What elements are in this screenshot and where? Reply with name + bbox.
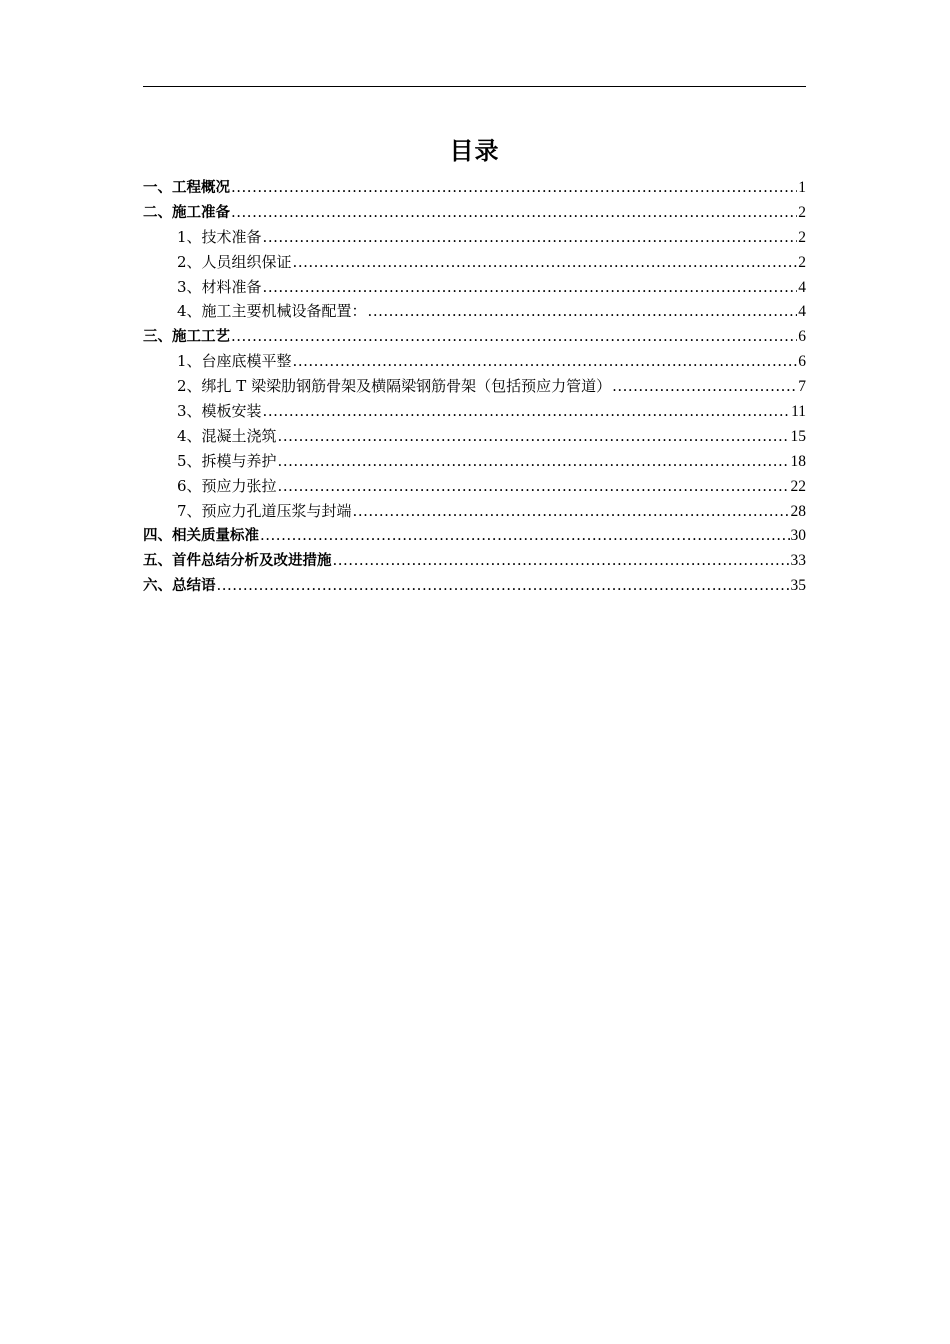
toc-entry-label: 1、技术准备 xyxy=(177,227,262,246)
toc-subsection-entry[interactable] xyxy=(143,399,806,424)
toc-entry-label: 3、模板安装 xyxy=(177,402,262,421)
toc-subsection-entry[interactable] xyxy=(143,449,806,474)
toc-page-number: 18 xyxy=(790,452,806,470)
toc-entry-label: 一、工程概况 xyxy=(143,180,230,196)
page-title: 目录 xyxy=(449,137,500,165)
toc-page-number: 33 xyxy=(790,552,806,570)
toc-dot-leader xyxy=(333,548,790,573)
toc-dot-leader xyxy=(263,399,791,424)
toc-page-number: 6 xyxy=(798,353,806,371)
toc-subsection-entry[interactable] xyxy=(143,424,806,449)
toc-dot-leader xyxy=(231,324,797,349)
toc-dot-leader xyxy=(278,474,790,499)
toc-section-entry[interactable] xyxy=(143,523,806,548)
toc-page-number: 30 xyxy=(790,527,806,545)
toc-dot-leader xyxy=(353,499,790,524)
toc-dot-leader xyxy=(612,374,797,399)
toc-entry-label: 6、预应力张拉 xyxy=(177,476,277,495)
toc-section-entry[interactable] xyxy=(143,324,806,349)
toc-subsection-entry[interactable] xyxy=(143,499,806,524)
toc-entry-label: 四、相关质量标准 xyxy=(143,528,259,545)
toc-page-number: 15 xyxy=(790,427,806,445)
toc-page-number: 2 xyxy=(798,253,806,271)
toc-entry-label: 2、绑扎 T 梁梁肋钢筋骨架及横隔梁钢筋骨架（包括预应力管道） xyxy=(177,377,612,396)
toc-entry-label: 4、混凝土浇筑 xyxy=(177,426,277,445)
toc-entry-label: 三、施工工艺 xyxy=(143,329,230,346)
toc-entry-label: 5、拆模与养护 xyxy=(177,451,277,470)
toc-section-entry[interactable] xyxy=(143,200,806,225)
toc-dot-leader xyxy=(217,573,790,598)
toc-entry-label: 二、施工准备 xyxy=(143,204,230,221)
toc-subsection-entry[interactable] xyxy=(143,250,806,275)
toc-page-number: 28 xyxy=(790,502,806,520)
toc-dot-leader xyxy=(231,200,797,225)
toc-page-number: 2 xyxy=(798,203,806,221)
toc-dot-leader xyxy=(278,424,790,449)
toc-dot-leader xyxy=(260,523,790,548)
toc-subsection-entry[interactable] xyxy=(143,474,806,499)
toc-entry-label: 2、人员组织保证 xyxy=(177,252,292,271)
toc-entry-label: 六、总结语 xyxy=(143,578,216,595)
toc-page-number: 4 xyxy=(798,278,806,296)
toc-subsection-entry[interactable] xyxy=(143,225,806,250)
toc-page-number: 2 xyxy=(798,228,806,246)
toc-subsection-entry[interactable] xyxy=(143,275,806,300)
toc-dot-leader xyxy=(231,175,797,200)
toc-page-number: 35 xyxy=(790,577,806,595)
toc-subsection-entry[interactable] xyxy=(143,374,806,399)
toc-subsection-entry[interactable] xyxy=(143,299,806,324)
toc-entry-label: 4、施工主要机械设备配置： xyxy=(177,302,367,321)
toc-subsection-entry[interactable] xyxy=(143,349,806,374)
toc-section-entry[interactable] xyxy=(143,548,806,573)
toc-dot-leader xyxy=(293,349,798,374)
table-of-contents xyxy=(143,175,806,598)
toc-page-number: 4 xyxy=(798,303,806,321)
toc-page-number: 7 xyxy=(798,378,806,396)
toc-dot-leader xyxy=(263,275,798,300)
toc-dot-leader xyxy=(293,250,798,275)
toc-page-number: 11 xyxy=(791,403,806,421)
toc-dot-leader xyxy=(263,225,798,250)
toc-section-entry[interactable] xyxy=(143,573,806,598)
toc-page-number: 6 xyxy=(798,328,806,346)
toc-entry-label: 3、材料准备 xyxy=(177,277,262,296)
toc-entry-label: 五、首件总结分析及改进措施 xyxy=(143,553,332,570)
toc-dot-leader xyxy=(278,449,790,474)
toc-page-number: 1 xyxy=(798,179,806,196)
header-rule xyxy=(143,86,806,87)
toc-entry-label: 7、预应力孔道压浆与封端 xyxy=(177,501,352,520)
toc-entry-label: 1、台座底模平整 xyxy=(177,352,292,371)
toc-page-number: 22 xyxy=(790,477,806,495)
toc-section-entry[interactable] xyxy=(143,175,806,200)
toc-dot-leader xyxy=(368,299,798,324)
